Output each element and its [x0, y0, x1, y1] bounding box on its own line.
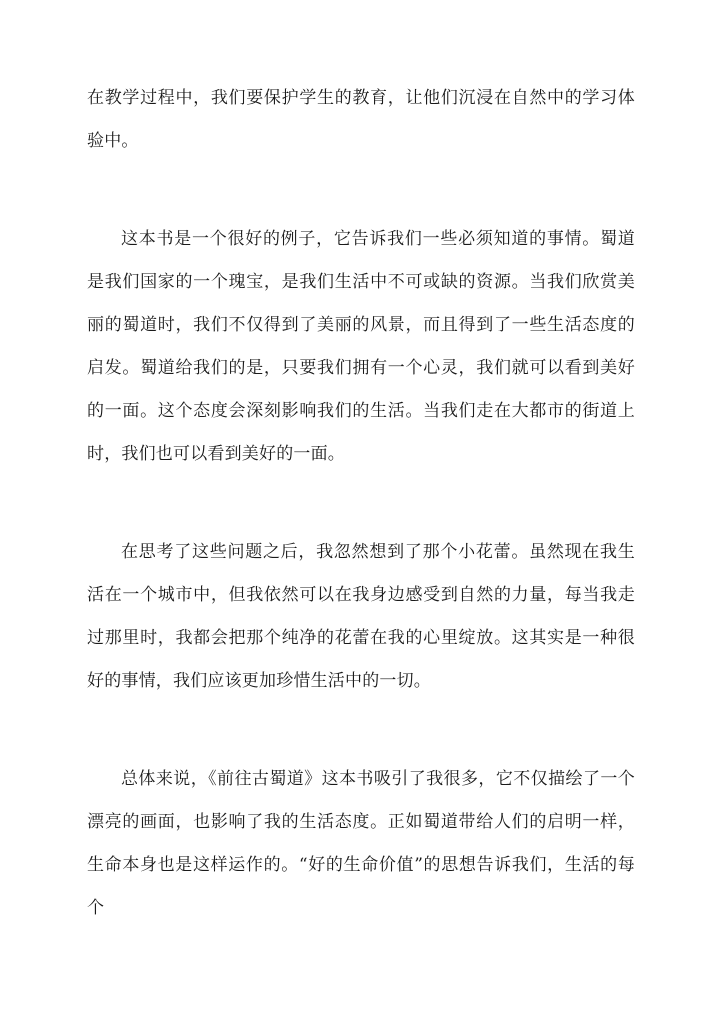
paragraph-3: 在思考了这些问题之后，我忽然想到了那个小花蕾。虽然现在我生活在一个城市中，但我依然可以在我身边感受到自然的力量，每当我走过那里时，我都会把那个纯净的花蕾在我的心里绽放。这其实是一种很好的事情，我们应该更加珍惜生活中的一切。 — [87, 542, 635, 691]
paragraph-2: 这本书是一个很好的例子，它告诉我们一些必须知道的事情。蜀道是我们国家的一个瑰宝，是我们生活中不可或缺的资源。当我们欣赏美丽的蜀道时，我们不仅得到了美丽的风景，而且得到了一些生活态度的启发。蜀道给我们的是，只要我们拥有一个心灵，我们就可以看到美好的一面。这个态度会深刻影响我们的生活。当我们走在大都市的街道上时，我们也可以看到美好的一面。 — [87, 229, 635, 464]
paragraph-1: 在教学过程中，我们要保护学生的教育，让他们沉浸在自然中的学习体验中。 — [87, 88, 635, 151]
paragraph-4: 总体来说，《前往古蜀道》这本书吸引了我很多，它不仅描绘了一个漂亮的画面，也影响了我的生活态度。正如蜀道带给人们的启明一样，生命本身也是这样运作的。“好的生命价值”的思想告诉我们，生活的每个 — [87, 769, 635, 918]
